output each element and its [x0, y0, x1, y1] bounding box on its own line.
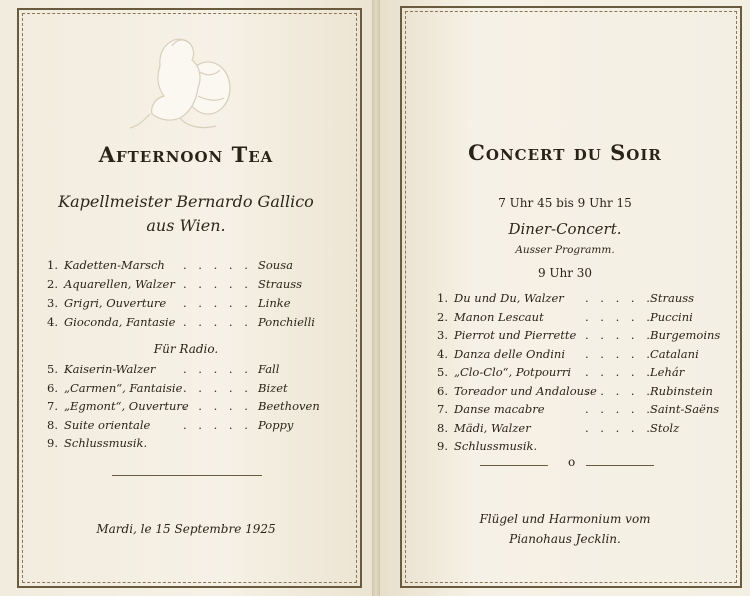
- program-item-number: 9.: [47, 436, 58, 450]
- bandmaster-name: Kapellmeister Bernardo Gallico: [58, 192, 314, 211]
- leader-dots: . . . . .: [183, 277, 252, 291]
- program-item-composer: Poppy: [258, 417, 294, 432]
- second-time: 9 Uhr 30: [537, 266, 593, 280]
- program-item-title: Mädi, Walzer: [454, 420, 531, 435]
- program-item-composer: Strauss: [258, 277, 303, 291]
- program-item-composer: Bizet: [258, 380, 288, 395]
- divider-ornament: o: [568, 455, 576, 469]
- leader-dots: . . . . .: [585, 420, 654, 435]
- right-menu-page: [380, 0, 750, 596]
- concert-date: Mardi, le 15 Septembre 1925: [96, 522, 276, 536]
- program-item-title: „Clo-Clo“, Potpourri: [454, 365, 572, 379]
- leader-dots: . . . . .: [585, 309, 654, 324]
- leader-dots: . . . . .: [585, 328, 654, 342]
- program-item-composer: Stolz: [650, 420, 680, 435]
- program-item-composer: Lehár: [650, 365, 685, 379]
- program-item-number: 8.: [437, 420, 448, 435]
- program-item-composer: Rubinstein: [650, 383, 713, 398]
- program-item-composer: Fall: [258, 362, 280, 376]
- program-item-composer: Saint-Saëns: [650, 402, 720, 416]
- program-item-title: Du und Du, Walzer: [454, 291, 564, 305]
- program-item-composer: Ponchielli: [258, 315, 315, 329]
- leader-dots: . . . . .: [585, 402, 654, 416]
- program-item-title: „Egmont“, Ouverture: [64, 399, 189, 413]
- program-item-number: 4.: [47, 315, 58, 329]
- program-item-number: 1.: [437, 291, 448, 305]
- program-item-title: Kadetten-Marsch: [64, 258, 165, 272]
- program-item-title: Danse macabre: [454, 402, 545, 416]
- leader-dots: . . . . .: [585, 383, 654, 398]
- program-item-number: 7.: [437, 402, 448, 416]
- program-item-title: Schlussmusik.: [64, 436, 148, 450]
- program-item-number: 9.: [437, 439, 448, 453]
- leader-dots: . . . . .: [585, 365, 654, 379]
- leader-dots: . . . . .: [183, 380, 252, 395]
- left-divider: [112, 475, 262, 476]
- leader-dots: . . . . .: [183, 315, 252, 329]
- program-item-composer: Burgemoins: [650, 328, 721, 342]
- program-item-number: 6.: [437, 383, 448, 398]
- program-item-number: 3.: [47, 296, 58, 310]
- piano-supplier-line1: Flügel und Harmonium vom: [479, 512, 651, 526]
- program-item-number: 7.: [47, 399, 58, 413]
- bandmaster-origin: aus Wien.: [146, 216, 226, 235]
- program-item-number: 3.: [437, 328, 448, 342]
- program-item-number: 8.: [47, 417, 58, 432]
- left-page-title: Afternoon Tea: [98, 142, 274, 167]
- concert-time-range: 7 Uhr 45 bis 9 Uhr 15: [498, 196, 632, 210]
- piano-supplier-line2: Pianohaus Jecklin.: [509, 532, 621, 546]
- program-item-composer: Beethoven: [258, 399, 320, 413]
- program-item-number: 6.: [47, 380, 58, 395]
- leader-dots: . . . . .: [183, 362, 252, 376]
- program-item-number: 5.: [437, 365, 448, 379]
- program-item-title: Aquarellen, Walzer: [64, 277, 175, 291]
- left-menu-page: [0, 0, 372, 596]
- program-item-title: Pierrot und Pierrette: [454, 328, 577, 342]
- program-item-number: 5.: [47, 362, 58, 376]
- program-item-composer: Puccini: [650, 309, 693, 324]
- program-item-title: Toreador und Andalouse: [454, 383, 597, 398]
- page-gutter: [372, 0, 380, 596]
- program-item-number: 4.: [437, 346, 448, 361]
- leader-dots: . . . . .: [183, 399, 252, 413]
- program-item-composer: Sousa: [258, 258, 293, 272]
- leader-dots: . . . . .: [585, 346, 654, 361]
- leader-dots: . . . . .: [585, 291, 654, 305]
- right-page-title: Concert du Soir: [468, 140, 662, 165]
- program-item-composer: Strauss: [650, 291, 695, 305]
- lion-crest-emblem: [120, 26, 240, 136]
- program-item-title: Gioconda, Fantasie: [64, 315, 176, 329]
- program-item-title: Danza delle Ondini: [454, 346, 565, 361]
- leader-dots: . . . . .: [183, 417, 252, 432]
- program-item-title: „Carmen“, Fantaisie: [64, 380, 183, 395]
- program-item-number: 1.: [47, 258, 58, 272]
- right-divider-right: [586, 465, 654, 466]
- program-item-title: Suite orientale: [64, 417, 151, 432]
- program-item-title: Kaiserin-Walzer: [64, 362, 156, 376]
- radio-section-label: Für Radio.: [153, 342, 219, 356]
- diner-concert-heading: Diner-Concert.: [508, 220, 622, 238]
- program-item-composer: Linke: [258, 296, 291, 310]
- leader-dots: . . . . .: [183, 296, 252, 310]
- program-item-composer: Catalani: [650, 346, 699, 361]
- program-item-title: Grigri, Ouverture: [64, 296, 167, 310]
- leader-dots: . . . . .: [183, 258, 252, 272]
- right-divider-left: [480, 465, 548, 466]
- program-item-number: 2.: [47, 277, 58, 291]
- program-item-title: Schlussmusik.: [454, 439, 538, 453]
- program-item-number: 2.: [437, 309, 448, 324]
- extra-program-note: Ausser Programm.: [515, 244, 615, 256]
- program-item-title: Manon Lescaut: [454, 309, 544, 324]
